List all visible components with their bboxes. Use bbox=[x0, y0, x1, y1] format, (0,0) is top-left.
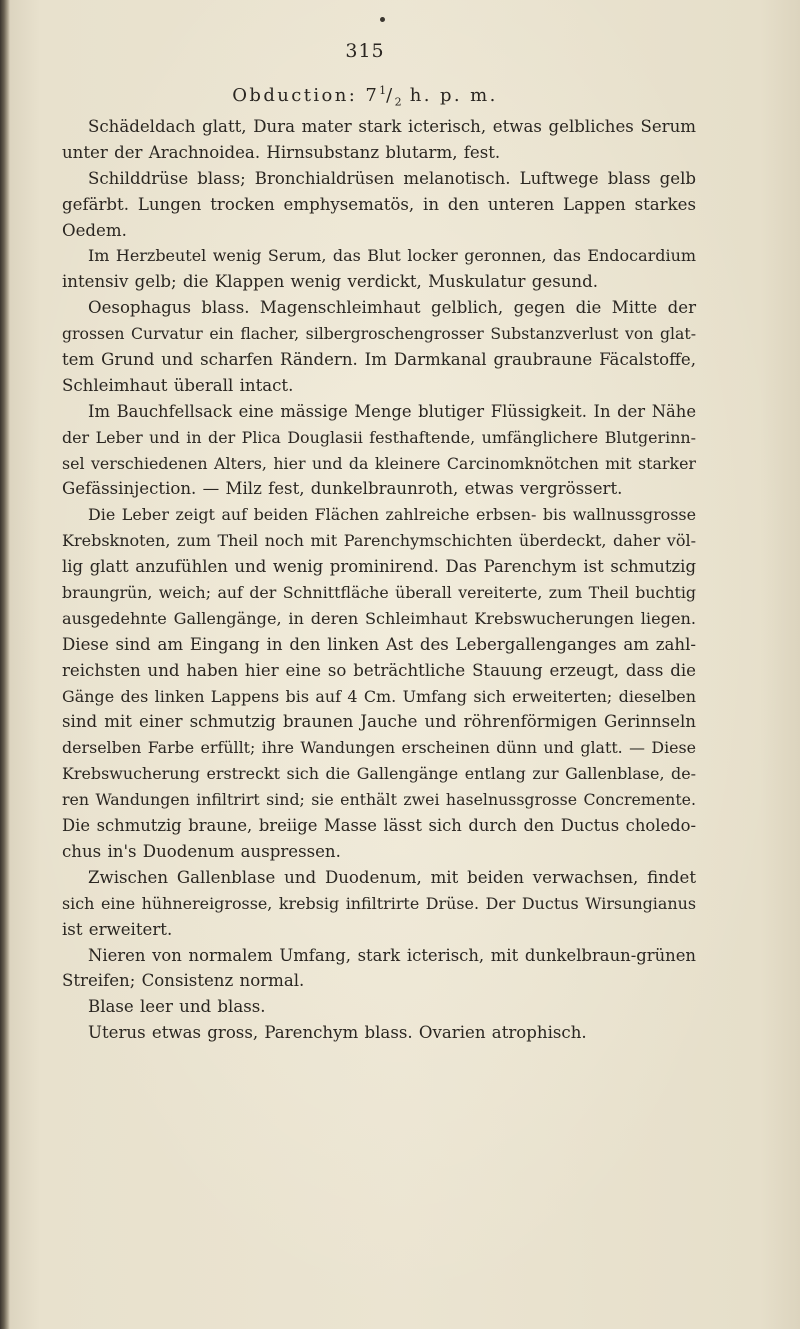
page-number: 315 bbox=[345, 40, 385, 62]
text-line: unter der Arachnoidea. Hirnsubstanz blutarm, fest. bbox=[62, 142, 501, 162]
text-line: reichsten und haben hier eine so beträchtliche Stauung erzeugt, dass die bbox=[62, 660, 696, 680]
text-line: Streifen; Consistenz normal. bbox=[62, 971, 305, 991]
text-line: tem Grund und scharfen Rändern. Im Darmkanal graubraune Fäcalstoffe, bbox=[62, 350, 696, 370]
text-line: derselben Farbe erfüllt; ihre Wandungen erscheinen dünn und glatt. — Diese bbox=[62, 738, 696, 758]
heading-prefix: Obduction: 7 bbox=[232, 85, 380, 106]
text-line: der Leber und in der Plica Douglasii festhaftende, umfänglichere Blutgerinn- bbox=[62, 427, 696, 447]
text-line: Zwischen Gallenblase und Duodenum, mit beiden verwachsen, findet bbox=[88, 867, 696, 887]
text-line: sel verschiedenen Alters, hier und da kleinere Carcinomknötchen mit starker bbox=[62, 453, 696, 473]
text-line: Im Bauchfellsack eine mässige Menge blutiger Flüssigkeit. In der Nähe bbox=[88, 401, 696, 421]
text-line: Die Leber zeigt auf beiden Flächen zahlreiche erbsen- bis wallnussgrosse bbox=[88, 505, 696, 525]
text-line: grossen Curvatur ein flacher, silbergroschengrosser Substanzverlust von glat- bbox=[62, 324, 696, 344]
text-line: Oedem. bbox=[62, 220, 127, 240]
text-line: chus in's Duodenum auspressen. bbox=[62, 841, 341, 861]
text-line: Schleimhaut überall intact. bbox=[62, 375, 294, 395]
section-heading bbox=[0, 84, 730, 109]
text-line: ist erweitert. bbox=[62, 919, 173, 939]
text-line: sind mit einer schmutzig braunen Jauche und röhrenförmigen Gerinnseln bbox=[62, 712, 696, 732]
text-line: Im Herzbeutel wenig Serum, das Blut locker geronnen, das Endocardium bbox=[88, 246, 696, 266]
text-line: ausgedehnte Gallengänge, in deren Schleimhaut Krebswucherungen liegen. bbox=[62, 608, 696, 628]
text-line: Uterus etwas gross, Parenchym blass. Ovarien atrophisch. bbox=[88, 1023, 587, 1043]
text-line: Gefässinjection. — Milz fest, dunkelbraunroth, etwas vergrössert. bbox=[62, 479, 623, 499]
text-line: lig glatt anzufühlen und wenig prominirend. Das Parenchym ist schmutzig bbox=[62, 557, 696, 577]
text-line: Nieren von normalem Umfang, stark icterisch, mit dunkelbraun-grünen bbox=[88, 945, 696, 965]
text-line: Krebsknoten, zum Theil noch mit Parenchymschichten überdeckt, daher völ- bbox=[62, 531, 696, 551]
text-line: Diese sind am Eingang in den linken Ast des Lebergallenganges am zahl- bbox=[62, 634, 696, 654]
text-line: Gänge des linken Lappens bis auf 4 Cm. Umfang sich erweiterten; dieselben bbox=[62, 686, 696, 706]
page-binding-edge bbox=[0, 0, 10, 1329]
text-line: sich eine hühnereigrosse, krebsig infiltrirte Drüse. Der Ductus Wirsungianus bbox=[62, 893, 696, 913]
text-line: Schädeldach glatt, Dura mater stark icterisch, etwas gelbliches Serum bbox=[88, 117, 696, 136]
ink-speck bbox=[380, 17, 385, 22]
text-line: Schilddrüse blass; Bronchialdrüsen melanotisch. Luftwege blass gelb bbox=[88, 168, 696, 188]
text-line: Krebswucherung erstreckt sich die Gallengänge entlang zur Gallenblase, de- bbox=[62, 764, 696, 784]
text-line: braungrün, weich; auf der Schnittfläche überall vereiterte, zum Theil buchtig bbox=[62, 583, 696, 603]
heading-suffix: h. p. m. bbox=[401, 85, 498, 106]
text-line: Oesophagus blass. Magenschleimhaut gelblich, gegen die Mitte der bbox=[88, 298, 696, 318]
heading-fraction-numerator: 1 bbox=[379, 84, 387, 97]
body-text bbox=[62, 114, 696, 1046]
heading-fraction-slash: / bbox=[386, 85, 395, 106]
text-line: gefärbt. Lungen trocken emphysematös, in den unteren Lappen starkes bbox=[62, 194, 696, 214]
text-line: intensiv gelb; die Klappen wenig verdickt, Muskulatur gesund. bbox=[62, 272, 598, 292]
heading-fraction-denominator: 2 bbox=[394, 95, 402, 109]
text-line: ren Wandungen infiltrirt sind; sie enthält zwei haselnussgrosse Concremente. bbox=[62, 790, 696, 810]
text-line: Die schmutzig braune, breiige Masse lässt sich durch den Ductus choledo- bbox=[62, 816, 696, 836]
text-line: Blase leer und blass. bbox=[88, 997, 266, 1017]
